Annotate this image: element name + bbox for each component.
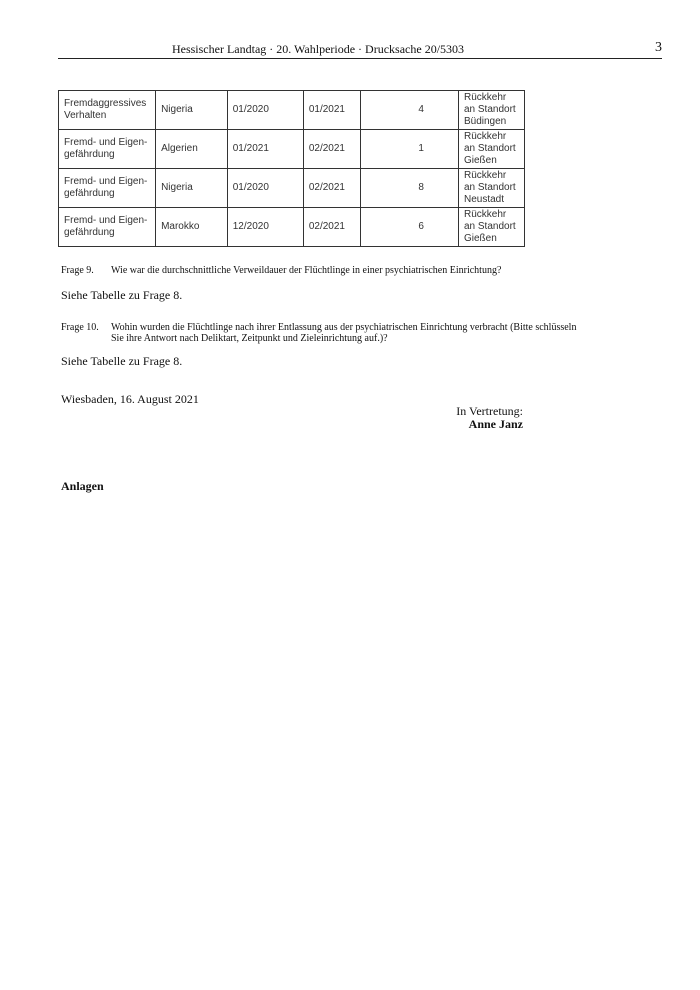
cell-ziel: Rückkehr an Standort Gießen — [458, 208, 524, 247]
cell-delikt: Fremd- und Eigen-gefährdung — [59, 130, 156, 169]
question-9-label: Frage 9. — [61, 265, 94, 276]
question-10-text: Wohin wurden die Flüchtlinge nach ihrer Entlassung aus der psychiatrischen Einrichtung verbracht (Bitte schlüsseln Sie ihre Antwort nach Deliktart, Zeitpunkt und Zieleinrichtung auf.)? — [111, 322, 577, 344]
attachments-heading: Anlagen — [61, 479, 104, 493]
table-row — [59, 208, 525, 247]
table-row — [59, 91, 525, 130]
cell-delikt: Fremdaggressives Verhalten — [59, 91, 156, 130]
question-10-label: Frage 10. — [61, 322, 99, 333]
cell-bis: 02/2021 — [303, 208, 360, 247]
cell-dauer: 4 — [360, 91, 458, 130]
cell-land: Marokko — [156, 208, 228, 247]
cell-delikt: Fremd- und Eigen-gefährdung — [59, 208, 156, 247]
cell-land: Nigeria — [156, 169, 228, 208]
header-title: Hessischer Landtag · 20. Wahlperiode · Drucksache 20/5303 — [171, 42, 465, 56]
cell-bis: 02/2021 — [303, 169, 360, 208]
cell-ziel: Rückkehr an Standort Gießen — [458, 130, 524, 169]
data-table — [58, 90, 525, 247]
signature-name: Anne Janz — [468, 417, 523, 431]
cell-bis: 02/2021 — [303, 130, 360, 169]
cell-land: Algerien — [156, 130, 228, 169]
page-header — [58, 42, 662, 59]
question-9 — [61, 265, 502, 276]
table-row — [59, 130, 525, 169]
question-9-text: Wie war die durchschnittliche Verweildauer der Flüchtlinge in einer psychiatrischen Einrichtung? — [111, 265, 502, 276]
answer-9: Siehe Tabelle zu Frage 8. — [61, 288, 183, 302]
cell-von: 12/2020 — [227, 208, 303, 247]
cell-dauer: 6 — [360, 208, 458, 247]
cell-bis: 01/2021 — [303, 91, 360, 130]
page-number: 3 — [655, 40, 662, 55]
place-date: Wiesbaden, 16. August 2021 — [61, 392, 199, 406]
table-row — [59, 169, 525, 208]
cell-von: 01/2020 — [227, 169, 303, 208]
cell-delikt: Fremd- und Eigen-gefährdung — [59, 169, 156, 208]
cell-von: 01/2021 — [227, 130, 303, 169]
cell-ziel: Rückkehr an Standort Büdingen — [458, 91, 524, 130]
cell-dauer: 1 — [360, 130, 458, 169]
answer-10: Siehe Tabelle zu Frage 8. — [61, 354, 183, 368]
cell-ziel: Rückkehr an Standort Neustadt — [458, 169, 524, 208]
question-10 — [61, 322, 577, 344]
cell-dauer: 8 — [360, 169, 458, 208]
cell-land: Nigeria — [156, 91, 228, 130]
cell-von: 01/2020 — [227, 91, 303, 130]
signature-role: In Vertretung: — [456, 404, 523, 418]
